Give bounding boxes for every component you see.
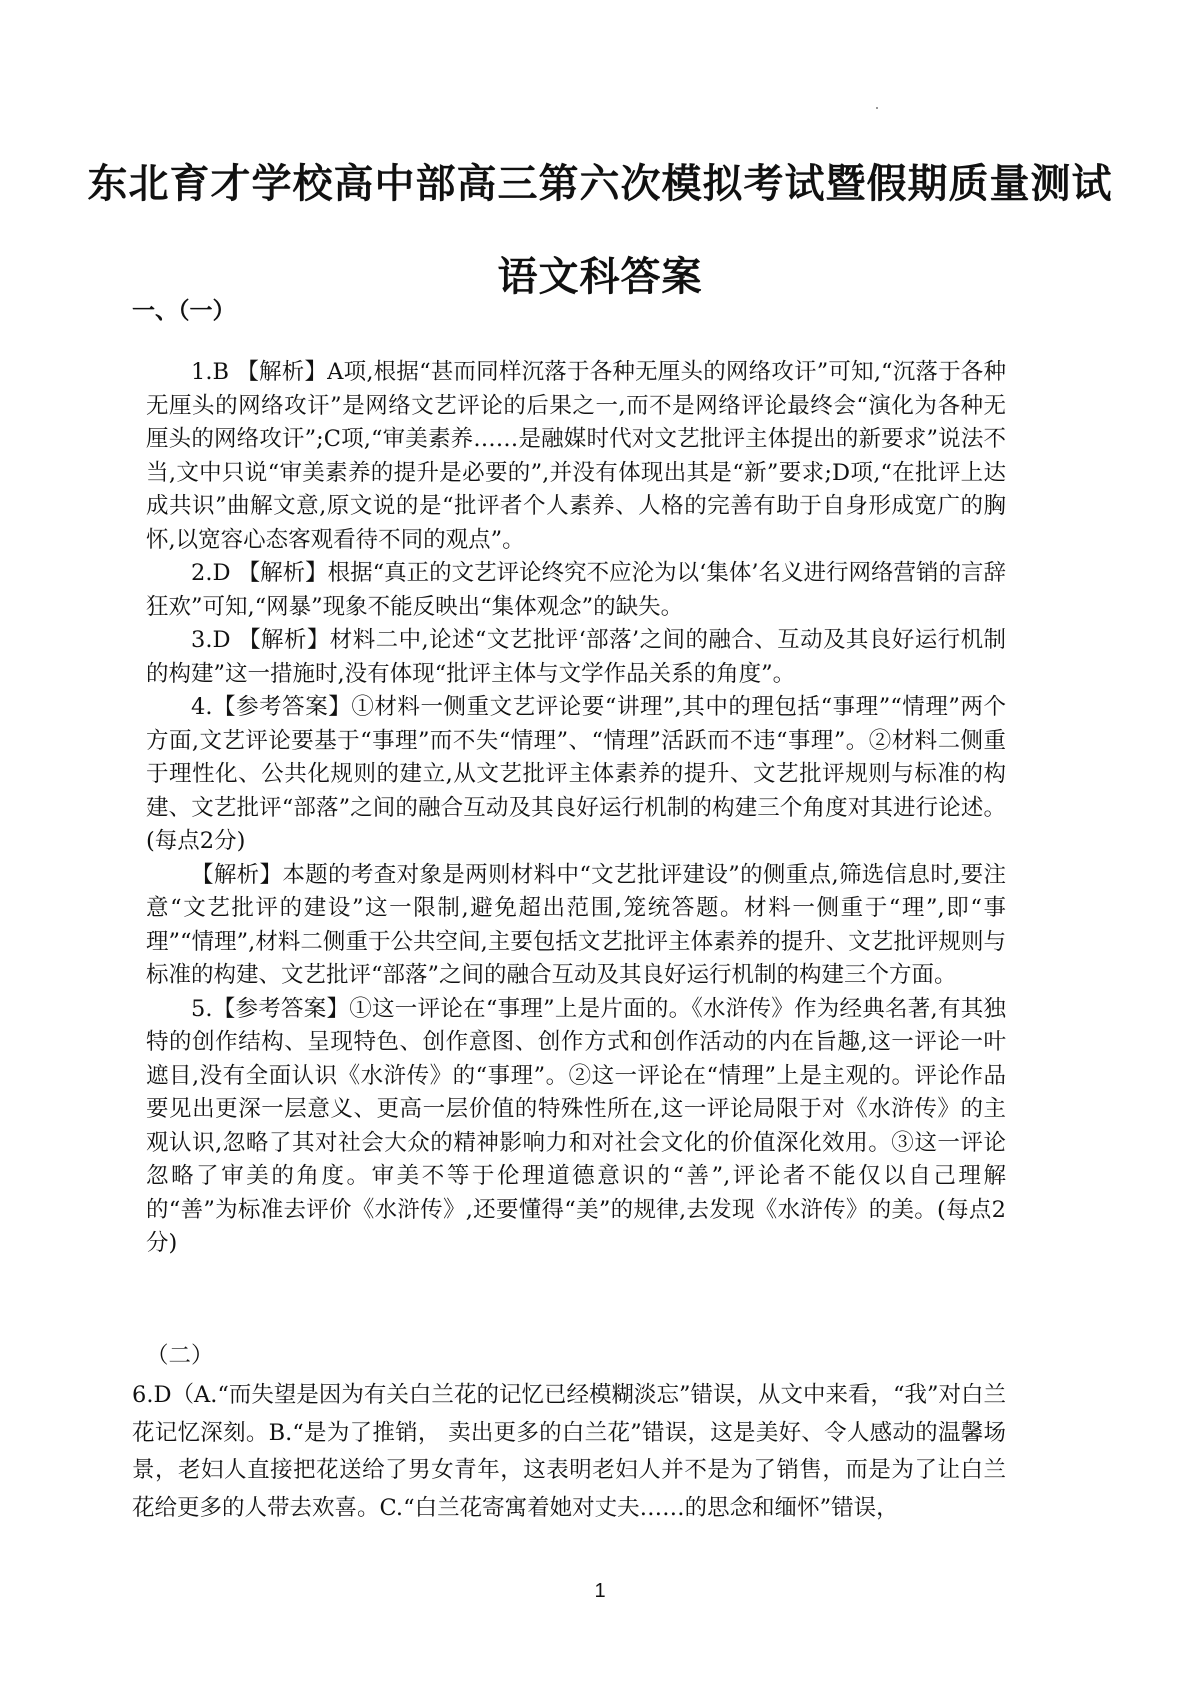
answer-paragraph-q2: 2.D 【解析】根据“真正的文艺评论终究不应沦为以‘集体’名义进行网络营销的言辞狂欢”可知,“网暴”现象不能反映出“集体观念”的缺失。 — [146, 560, 1006, 620]
answer-paragraph-q1: 1.B 【解析】A项,根据“甚而同样沉落于各种无厘头的网络攻讦”可知,“沉落于各种无厘头的网络攻讦”是网络文艺评论的后果之一,而不是网络评论最终会“演化为各种无厘头的网络攻讦”;C项,“审美素养……是融媒时代对文艺批评主体提出的新要求”说法不当,文中只说“审美素养的提升是必要的”,并没有体现出其是“新”要求;D项,“在批评上达成共识”曲解文意,原文说的是“批评者个人素养、人格的完善有助于自身形成宽广的胸怀,以宽容心态客观看待不同的观点”。 — [146, 359, 1006, 553]
analysis-paragraph-q4: 【解析】本题的考查对象是两则材料中“文艺批评建设”的侧重点,筛选信息时,要注意“文艺批评的建设”这一限制,避免超出范围,笼统答题。材料一侧重于“理”,即“事理”“情理”,材料二侧重于公共空间,主要包括文艺批评主体素养的提升、文艺批评规则与标准的构建、文艺批评“部落”之间的融合互动及其良好运行机制的构建三个方面。 — [146, 861, 1006, 988]
document-subtitle: 语文科答案 — [497, 254, 703, 300]
answer-paragraph-q4: 4.【参考答案】①材料一侧重文艺评论要“讲理”,其中的理包括“事理”“情理”两个方面,文艺评论要基于“事理”而不失“情理”、“情理”活跃而不违“事理”。②材料二侧重于理性化、公共化规则的建立,从文艺批评主体素养的提升、文艺批评规则与标准的构建、文艺批评“部落”之间的融合互动及其良好运行机制的构建三个角度对其进行论述。(每点2分) — [146, 694, 1006, 854]
section-two-heading: （二） — [146, 1343, 214, 1369]
page-number: 1 — [594, 1580, 606, 1602]
answer-paragraph-q6: 6.D（A.“而失望是因为有关白兰花的记忆已经模糊淡忘”错误，从文中来看，“我”对白兰花记忆深刻。B.“是为了推销， 卖出更多的白兰花”错误，这是美好、令人感动的温馨场景，老妇人直接把花送给了男女青年，这表明老妇人并不是为了销售，而是为了让白兰花给更多的人带去欢喜。C.“白兰花寄寓着她对丈夫……的思念和缅怀”错误， — [132, 1382, 1006, 1521]
document-title: 东北育才学校高中部高三第六次模拟考试暨假期质量测试 — [87, 161, 1113, 207]
answer-paragraph-q5: 5.【参考答案】①这一评论在“事理”上是片面的。《水浒传》作为经典名著,有其独特的创作结构、呈现特色、创作意图、创作方式和创作活动的内在旨趣,这一评论一叶遮目,没有全面认识《水浒传》的“事理”。②这一评论在“情理”上是主观的。评论作品要见出更深一层意义、更高一层价值的特殊性所在,这一评论局限于对《水浒传》的主观认识,忽略了其对社会大众的精神影响力和对社会文化的价值深化效用。③这一评论忽略了审美的角度。审美不等于伦理道德意识的“善”,评论者不能仅以自己理解的“善”为标准去评价《水浒传》,还要懂得“美”的规律,去发现《水浒传》的美。(每点2分) — [146, 995, 1006, 1256]
scan-speck — [876, 107, 878, 109]
section-one-content — [146, 356, 1006, 1261]
section-one-heading: 一、（一） — [132, 297, 236, 324]
answer-paragraph-q3: 3.D 【解析】材料二中,论述“文艺批评‘部落’之间的融合、互动及其良好运行机制的构建”这一措施时,没有体现“批评主体与文学作品关系的角度”。 — [146, 627, 1006, 687]
